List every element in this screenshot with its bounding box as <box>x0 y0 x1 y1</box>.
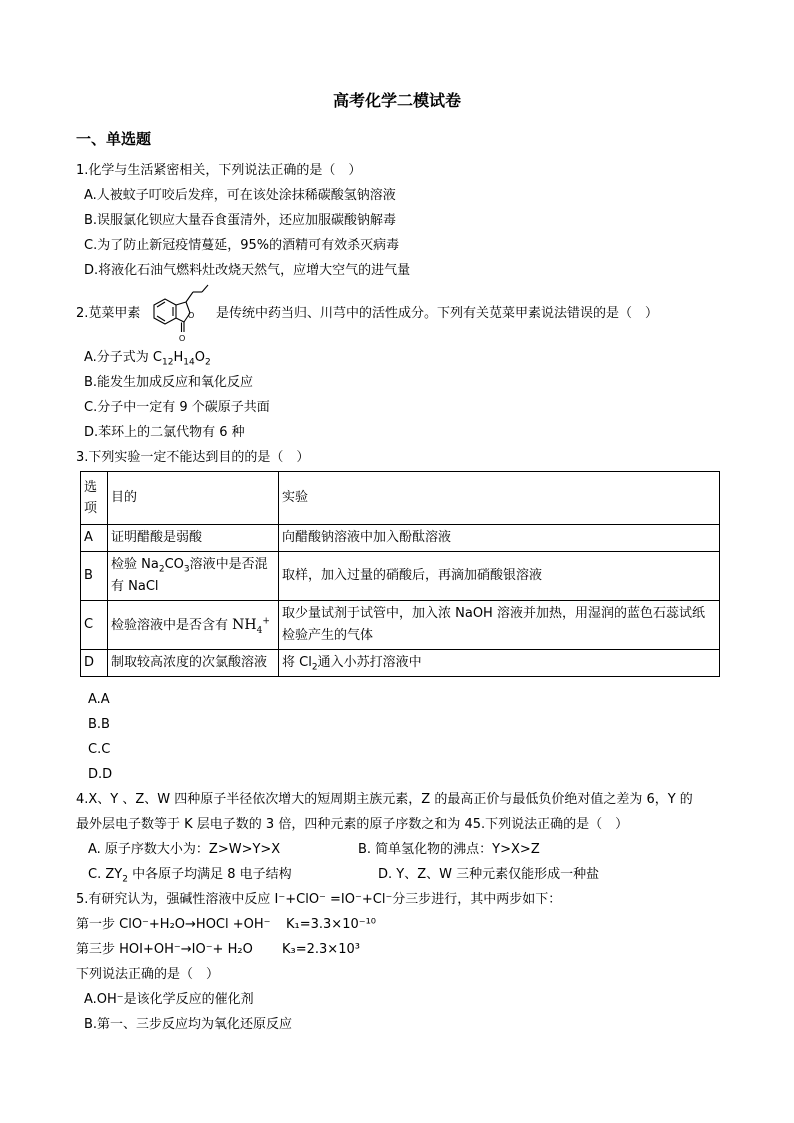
table-row <box>81 525 720 552</box>
row-b-goal-text3: 溶液中是否混有 NaCl <box>111 557 268 594</box>
row-d-exp-text2: 通入小苏打溶液中 <box>317 655 422 670</box>
row-c-goal <box>108 601 279 650</box>
row-b-goal <box>108 552 279 601</box>
section-heading: 一、单选题 <box>76 130 152 148</box>
ammonium-ion-sup: + <box>262 615 270 626</box>
ammonium-ion-base: NH <box>232 616 257 633</box>
row-b-goal-text2: CO <box>164 557 184 572</box>
q2-a-text: A.分子式为 C <box>84 350 163 365</box>
table-row <box>81 601 720 650</box>
q5-question: 下列说法正确的是（ ） <box>76 967 220 982</box>
q4-c-text2: 中各原子均满足 8 电子结构 <box>127 867 292 882</box>
q2-option-a <box>84 349 211 367</box>
row-c-option: C <box>81 601 108 650</box>
q2-a-sub3: 2 <box>204 357 211 368</box>
page-title: 高考化学二模试卷 <box>332 91 461 110</box>
q5-option-b: B.第一、三步反应均为氧化还原反应 <box>84 1017 293 1032</box>
ammonium-ion <box>232 615 270 636</box>
q3-option-b: B.B <box>88 717 110 732</box>
q3-option-c: C.C <box>88 742 111 757</box>
q2-stem-end: 是传统中药当归、川芎中的活性成分。下列有关苋菜甲素说法错误的是（ ） <box>216 306 659 321</box>
q1-option-b: B.误服氯化钡应大量吞食蛋清外，还应加服碳酸钠解毒 <box>84 213 397 228</box>
header-experiment: 实验 <box>279 472 720 525</box>
q2-stem-start: 2.苋菜甲素 <box>76 306 141 321</box>
ammonium-ion-sub: 4 <box>256 625 263 636</box>
row-d-exp-sub: 2 <box>311 662 318 673</box>
table-row <box>81 650 720 677</box>
q4-option-c <box>88 866 292 884</box>
header-goal: 目的 <box>108 472 279 525</box>
row-c-goal-text: 检验溶液中是否含有 <box>111 617 229 633</box>
row-b-goal-sub1: 2 <box>158 564 165 575</box>
q3-option-d: D.D <box>88 767 113 782</box>
row-a-option: A <box>81 525 108 552</box>
q4-c-sub: 2 <box>122 874 128 885</box>
table-header-row <box>81 472 720 525</box>
q5-k3: K₃=2.3×10³ <box>282 942 360 957</box>
q5-step1: 第一步 ClO⁻+H₂O→HOCl +OH⁻ <box>76 917 271 932</box>
row-c-experiment: 取少量试剂于试管中，加入浓 NaOH 溶液并加热，用湿润的蓝色石蕊试纸检验产生的气体 <box>279 601 720 650</box>
q2-option-c: C.分子中一定有 9 个碳原子共面 <box>84 400 270 415</box>
q2-a-h: H <box>173 350 184 365</box>
q4-option-d: D. Y、Z、W 三种元素仅能形成一种盐 <box>378 867 600 882</box>
q4-option-a: A. 原子序数大小为：Z>W>Y>X <box>88 842 281 857</box>
row-b-goal-sub2: 3 <box>183 564 190 575</box>
header-option: 选项 <box>81 472 108 525</box>
row-b-experiment: 取样，加入过量的硝酸后，再滴加硝酸银溶液 <box>279 552 720 601</box>
row-d-goal: 制取较高浓度的次氯酸溶液 <box>108 650 279 677</box>
q5-stem: 5.有研究认为，强碱性溶液中反应 I⁻+ClO⁻ =IO⁻+Cl⁻分三步进行，其中两步如下： <box>76 892 562 907</box>
table-row <box>81 552 720 601</box>
row-d-experiment <box>279 650 720 677</box>
q2-option-b: B.能发生加成反应和氧化反应 <box>84 375 254 390</box>
row-a-goal: 证明醋酸是弱酸 <box>108 525 279 552</box>
row-d-option: D <box>81 650 108 677</box>
ring-oxygen-label: O <box>188 311 195 320</box>
row-a-experiment: 向醋酸钠溶液中加入酚酞溶液 <box>279 525 720 552</box>
q1-stem: 1.化学与生活紧密相关，下列说法正确的是（ ） <box>76 163 362 178</box>
q4-stem-line2: 最外层电子数等于 K 层电子数的 3 倍，四种元素的原子序数之和为 45.下列说法正确的是（ ） <box>76 817 629 832</box>
q5-option-a: A.OH⁻是该化学反应的催化剂 <box>84 992 254 1007</box>
molecule-structure-image <box>146 283 212 343</box>
q3-option-a: A.A <box>88 692 110 707</box>
q1-option-d: D.将液化石油气燃料灶改烧天然气，应增大空气的进气量 <box>84 263 411 278</box>
q4-stem-line1: 4.X、Y 、Z、W 四种原子半径依次增大的短周期主族元素，Z 的最高正价与最低负价绝对值之差为 6，Y 的 <box>76 792 693 807</box>
q2-a-o: O <box>194 350 205 365</box>
q2-a-sub2: 14 <box>183 357 195 368</box>
q5-step3: 第三步 HOI+OH⁻→IO⁻+ H₂O <box>76 942 253 957</box>
q1-option-a: A.人被蚊子叮咬后发痒，可在该处涂抹稀碳酸氢钠溶液 <box>84 188 396 203</box>
q4-c-text1: C. ZY <box>88 867 123 882</box>
q5-k1: K₁=3.3×10⁻¹⁰ <box>286 917 377 932</box>
q2-a-sub1: 12 <box>162 357 174 368</box>
q3-stem: 3.下列实验一定不能达到目的的是（ ） <box>76 450 310 465</box>
experiment-table <box>80 471 720 677</box>
q2-option-d: D.苯环上的二氯代物有 6 种 <box>84 425 245 440</box>
q1-option-c: C.为了防止新冠疫情蔓延，95%的酒精可有效杀灭病毒 <box>84 238 400 253</box>
q4-option-b: B. 简单氢化物的沸点：Y>X>Z <box>358 842 540 857</box>
row-d-exp-text1: 将 Cl <box>282 655 312 670</box>
row-b-goal-text1: 检验 Na <box>111 557 159 572</box>
row-b-option: B <box>81 552 108 601</box>
carbonyl-oxygen-label: O <box>179 334 186 343</box>
